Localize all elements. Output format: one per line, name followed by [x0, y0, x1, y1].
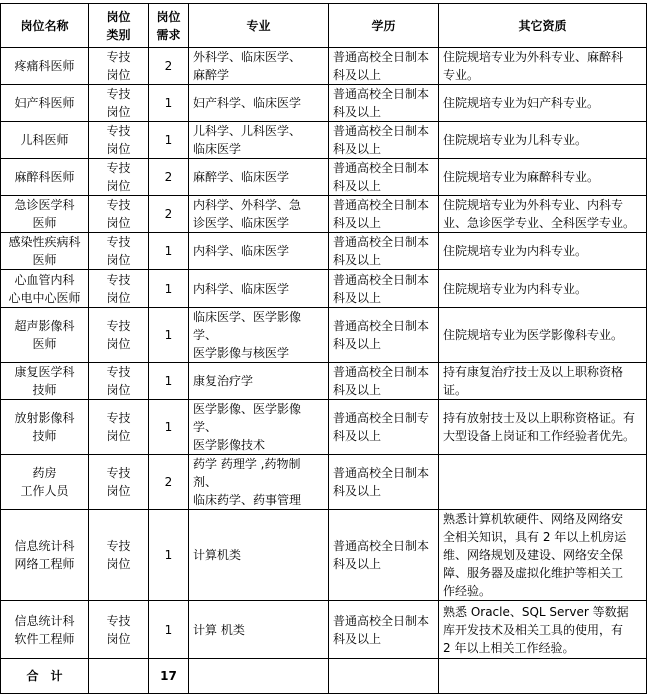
position-type-cell: 专技 岗位	[89, 455, 149, 510]
position-type-cell: 专技 岗位	[89, 601, 149, 659]
table-row	[1, 233, 647, 270]
position-name-cell: 妇产科医师	[1, 85, 89, 122]
table-row	[1, 159, 647, 196]
position-name-cell: 感染性疾病科 医师	[1, 233, 89, 270]
table-row	[1, 85, 647, 122]
major-cell: 儿科学、儿科医学、 临床医学	[189, 122, 329, 159]
education-cell: 普通高校全日制本 科及以上	[329, 308, 439, 363]
position-type-cell: 专技 岗位	[89, 159, 149, 196]
other-qualification-cell: 持有康复治疗技士及以上职称资格 证。	[439, 363, 647, 400]
major-cell: 内科学、外科学、急 诊医学、临床医学	[189, 196, 329, 233]
education-cell: 普通高校全日制本 科及以上	[329, 122, 439, 159]
other-qualification-cell	[439, 455, 647, 510]
position-name-cell: 急诊医学科 医师	[1, 196, 89, 233]
position-need-cell: 2	[149, 455, 189, 510]
other-qualification-cell: 住院规培专业为麻醉科专业。	[439, 159, 647, 196]
table-row	[1, 400, 647, 455]
position-name-cell: 儿科医师	[1, 122, 89, 159]
education-cell: 普通高校全日制本 科及以上	[329, 270, 439, 308]
major-cell: 麻醉学、临床医学	[189, 159, 329, 196]
table-row	[1, 196, 647, 233]
position-need-cell: 1	[149, 122, 189, 159]
header-row	[1, 4, 647, 48]
position-type-cell: 专技 岗位	[89, 400, 149, 455]
table-row	[1, 455, 647, 510]
position-need-cell: 1	[149, 308, 189, 363]
position-name-cell: 放射影像科 技师	[1, 400, 89, 455]
education-cell: 普通高校全日制本 科及以上	[329, 363, 439, 400]
major-cell: 医学影像、医学影像学、 医学影像技术	[189, 400, 329, 455]
education-cell: 普通高校全日制本 科及以上	[329, 48, 439, 85]
major-cell: 外科学、临床医学、 麻醉学	[189, 48, 329, 85]
position-name-cell: 超声影像科 医师	[1, 308, 89, 363]
other-qualification-cell: 住院规培专业为外科专业、麻醉科 专业。	[439, 48, 647, 85]
other-qualification-cell: 住院规培专业为内科专业。	[439, 270, 647, 308]
position-type-cell: 专技 岗位	[89, 308, 149, 363]
education-cell: 普通高校全日制本 科及以上	[329, 233, 439, 270]
education-cell: 普通高校全日制本 科及以上	[329, 510, 439, 601]
table-row	[1, 363, 647, 400]
education-cell: 普通高校全日制本 科及以上	[329, 601, 439, 659]
major-cell: 计算机类	[189, 510, 329, 601]
table-body	[1, 48, 647, 659]
table-row	[1, 122, 647, 159]
position-name-cell: 药房 工作人员	[1, 455, 89, 510]
col-header-position-name: 岗位名称	[1, 4, 89, 48]
position-need-cell: 1	[149, 363, 189, 400]
position-name-cell: 信息统计科 软件工程师	[1, 601, 89, 659]
position-type-cell: 专技 岗位	[89, 233, 149, 270]
position-type-cell: 专技 岗位	[89, 48, 149, 85]
major-cell: 临床医学、医学影像学、 医学影像与核医学	[189, 308, 329, 363]
table-row	[1, 308, 647, 363]
position-name-cell: 心血管内科 心电中心医师	[1, 270, 89, 308]
total-empty-cell	[329, 659, 439, 694]
col-header-education: 学历	[329, 4, 439, 48]
total-value: 17	[149, 659, 189, 694]
major-cell: 内科学、临床医学	[189, 270, 329, 308]
other-qualification-cell: 住院规培专业为妇产科专业。	[439, 85, 647, 122]
col-header-position-need: 岗位 需求	[149, 4, 189, 48]
major-cell: 内科学、临床医学	[189, 233, 329, 270]
other-qualification-cell: 持有放射技士及以上职称资格证。有 大型设备上岗证和工作经验者优先。	[439, 400, 647, 455]
position-type-cell: 专技 岗位	[89, 363, 149, 400]
total-row	[1, 659, 647, 694]
education-cell: 普通高校全日制本 科及以上	[329, 455, 439, 510]
other-qualification-cell: 住院规培专业为儿科专业。	[439, 122, 647, 159]
major-cell: 计算 机类	[189, 601, 329, 659]
recruitment-table	[0, 3, 647, 694]
other-qualification-cell: 熟悉计算机软硬件、网络及网络安 全相关知识，具有 2 年以上机房运 维、网络规划及建设、网络安全保 障、服务器及虚拟化维护等相关工 作经验。	[439, 510, 647, 601]
total-label: 合 计	[1, 659, 89, 694]
other-qualification-cell: 住院规培专业为医学影像科专业。	[439, 308, 647, 363]
position-need-cell: 2	[149, 196, 189, 233]
col-header-position-type: 岗位 类别	[89, 4, 149, 48]
other-qualification-cell: 熟悉 Oracle、SQL Server 等数据 库开发技术及相关工具的使用，有 2 年以上相关工作经验。	[439, 601, 647, 659]
position-type-cell: 专技 岗位	[89, 196, 149, 233]
total-empty-cell	[89, 659, 149, 694]
position-need-cell: 1	[149, 85, 189, 122]
table-row	[1, 510, 647, 601]
position-need-cell: 1	[149, 400, 189, 455]
position-need-cell: 1	[149, 510, 189, 601]
table-row	[1, 601, 647, 659]
position-type-cell: 专技 岗位	[89, 510, 149, 601]
position-need-cell: 2	[149, 159, 189, 196]
total-empty-cell	[189, 659, 329, 694]
position-name-cell: 信息统计科 网络工程师	[1, 510, 89, 601]
position-need-cell: 1	[149, 601, 189, 659]
col-header-other-qualification: 其它资质	[439, 4, 647, 48]
total-empty-cell	[439, 659, 647, 694]
position-name-cell: 疼痛科医师	[1, 48, 89, 85]
position-need-cell: 1	[149, 233, 189, 270]
position-name-cell: 康复医学科 技师	[1, 363, 89, 400]
education-cell: 普通高校全日制本 科及以上	[329, 85, 439, 122]
position-need-cell: 2	[149, 48, 189, 85]
other-qualification-cell: 住院规培专业为内科专业。	[439, 233, 647, 270]
col-header-major: 专业	[189, 4, 329, 48]
other-qualification-cell: 住院规培专业为外科专业、内科专 业、急诊医学专业、全科医学专业。	[439, 196, 647, 233]
table-row	[1, 270, 647, 308]
major-cell: 妇产科学、临床医学	[189, 85, 329, 122]
position-type-cell: 专技 岗位	[89, 122, 149, 159]
education-cell: 普通高校全日制本 科及以上	[329, 159, 439, 196]
position-type-cell: 专技 岗位	[89, 85, 149, 122]
table-row	[1, 48, 647, 85]
major-cell: 康复治疗学	[189, 363, 329, 400]
position-name-cell: 麻醉科医师	[1, 159, 89, 196]
education-cell: 普通高校全日制本 科及以上	[329, 196, 439, 233]
position-type-cell: 专技 岗位	[89, 270, 149, 308]
position-need-cell: 1	[149, 270, 189, 308]
major-cell: 药学 药理学 ,药物制剂、 临床药学、药事管理	[189, 455, 329, 510]
education-cell: 普通高校全日制专 科及以上	[329, 400, 439, 455]
